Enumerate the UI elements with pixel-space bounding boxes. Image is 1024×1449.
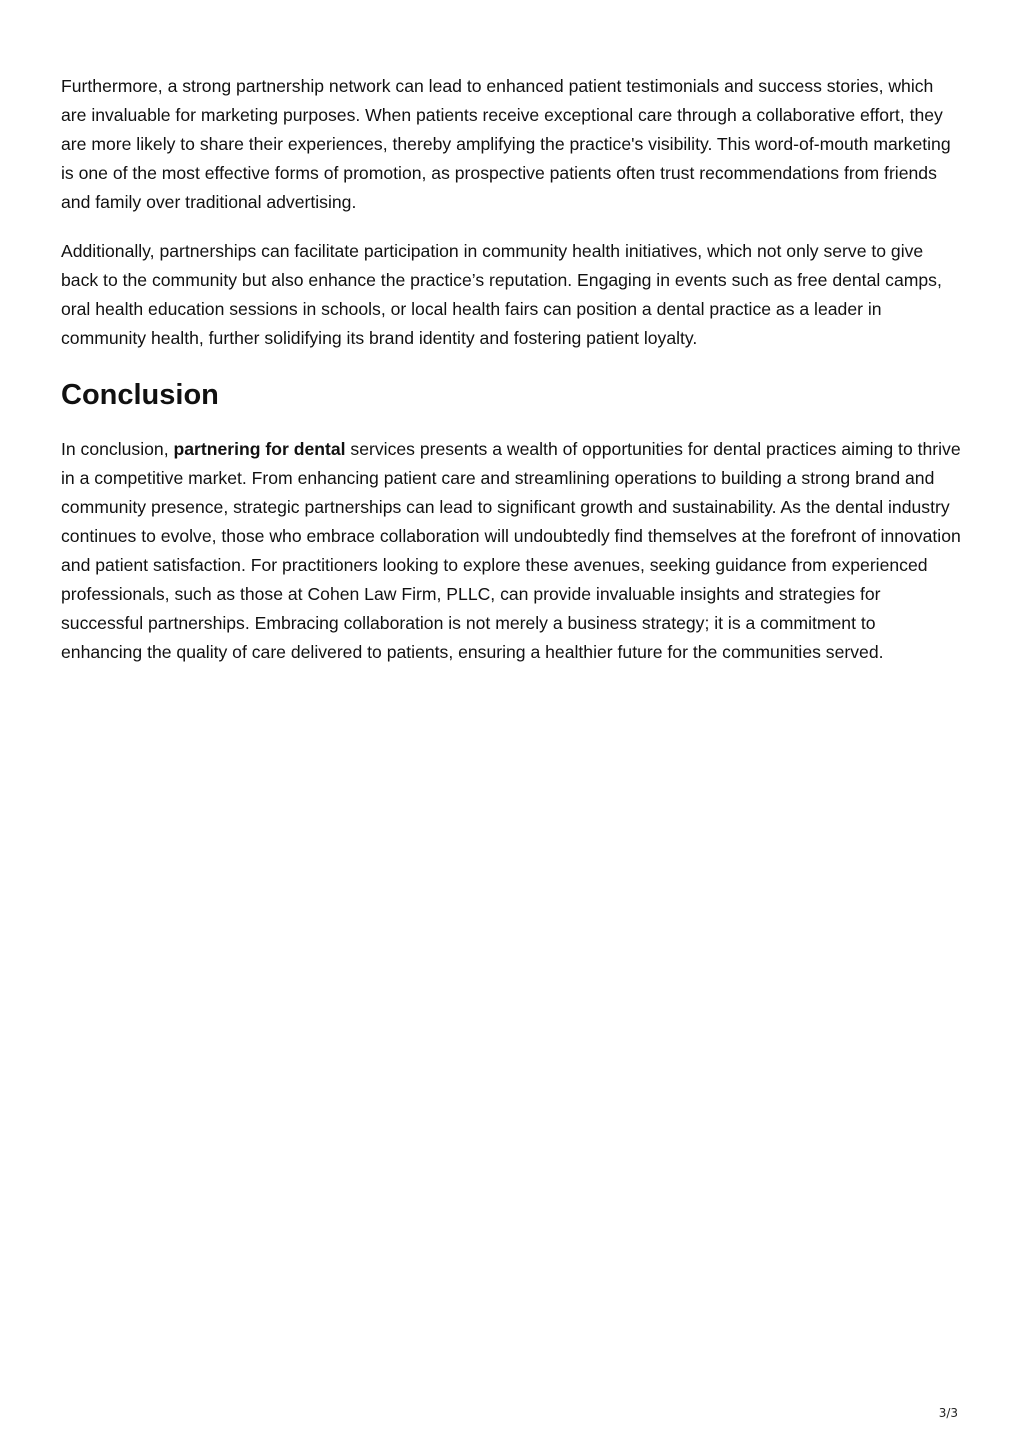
conclusion-paragraph [61, 435, 961, 667]
conclusion-intro-text: In conclusion, [61, 439, 174, 459]
document-page [61, 72, 961, 667]
page-number: 3/3 [938, 1406, 958, 1420]
section-heading: Conclusion [61, 379, 219, 411]
bold-keyword: partnering for dental [173, 439, 346, 459]
body-paragraph: Furthermore, a strong partnership network can lead to enhanced patient testimonials and success stories, which are invaluable for marketing purposes. When patients receive exceptional care through a collaborative effort, they are more likely to share their experiences, thereby amplifying the practice's visibility. This word-of-mouth marketing is one of the most effective forms of promotion, as prospective patients often trust recommendations from friends and family over traditional advertising. [61, 76, 951, 212]
conclusion-body-text: services presents a wealth of opportunities for dental practices aiming to thrive in a competitive market. From enhancing patient care and streamlining operations to building a strong brand and community presence, strategic partnerships can lead to significant growth and sustainability. As the dental industry continues to evolve, those who embrace collaboration will undoubtedly find themselves at the forefront of innovation and patient satisfaction. For practitioners looking to explore these avenues, seeking guidance from experienced professionals, such as those at Cohen Law Firm, PLLC, can provide invaluable insights and strategies for successful partnerships. Embracing collaboration is not merely a business strategy; it is a commitment to enhancing the quality of care delivered to patients, ensuring a healthier future for the communities served. [61, 439, 961, 662]
body-paragraph: Additionally, partnerships can facilitate participation in community health initiatives, which not only serve to give back to the community but also enhance the practice’s reputation. Engaging in events such as free dental camps, oral health education sessions in schools, or local health fairs can position a dental practice as a leader in community health, further solidifying its brand identity and fostering patient loyalty. [61, 241, 942, 348]
